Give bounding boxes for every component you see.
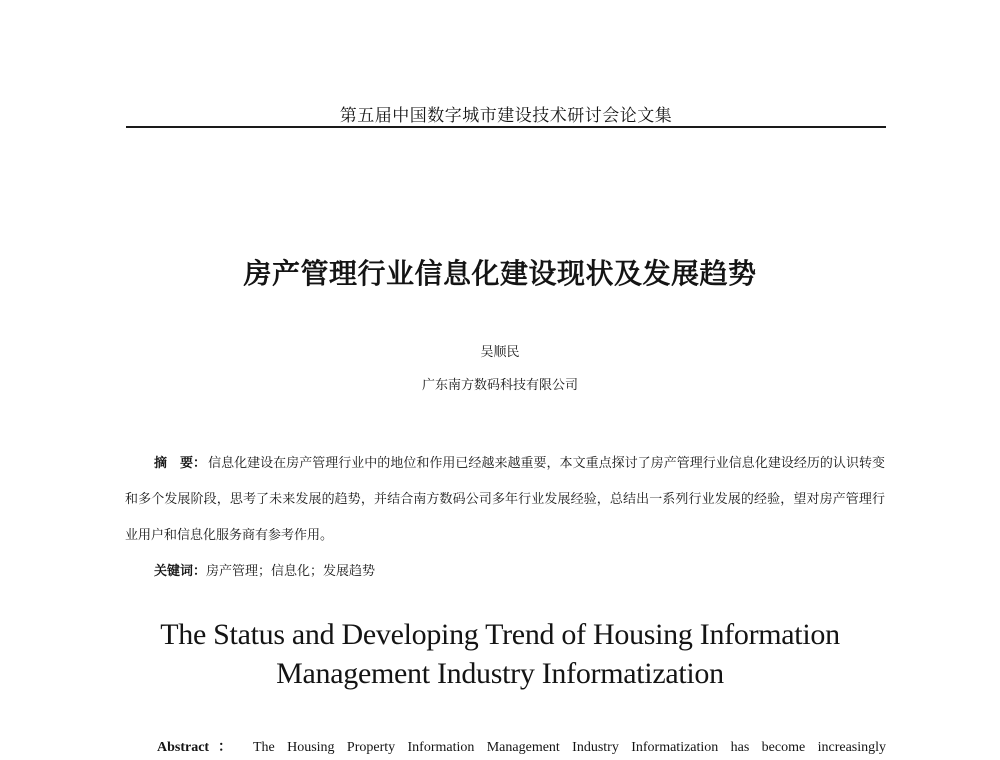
paper-title-en-line1: The Status and Developing Trend of Housing Information [160,618,840,651]
abstract-en [157,738,886,758]
abstract-cn-label: 摘 要： [154,456,207,471]
abstract-en-label: Abstract [157,740,210,755]
abstract-en-separator: ： [209,740,241,755]
keywords-cn [154,554,375,590]
author-name: 吴顺民 [480,345,520,360]
header-rule [126,126,886,128]
abstract-en-text: The Housing Property Information Management Industry Informatization has become increasingly [252,740,887,755]
paper-title: 房产管理行业信息化建设现状及发展趋势 [243,257,757,290]
keywords-cn-text: 房产管理；信息化；发展趋势 [206,564,376,579]
abstract-cn-text: 信息化建设在房产管理行业中的地位和作用已经越来越重要，本文重点探讨了房产管理行业信息化建设经历的认识转变和多个发展阶段，思考了未来发展的趋势，并结合南方数码公司多年行业发展经验，总结出一系列行业发展的经验，望对房产管理行业用户和信息化服务商有参考作用。 [125,456,885,543]
paper-title-en-line2: Management Industry Informatization [276,657,724,690]
paper-title-en [0,615,1000,693]
running-header: 第五届中国数字城市建设技术研讨会论文集 [339,106,673,126]
abstract-cn [125,446,885,554]
keywords-cn-label: 关键词： [154,564,207,579]
author-affiliation: 广东南方数码科技有限公司 [421,378,578,393]
